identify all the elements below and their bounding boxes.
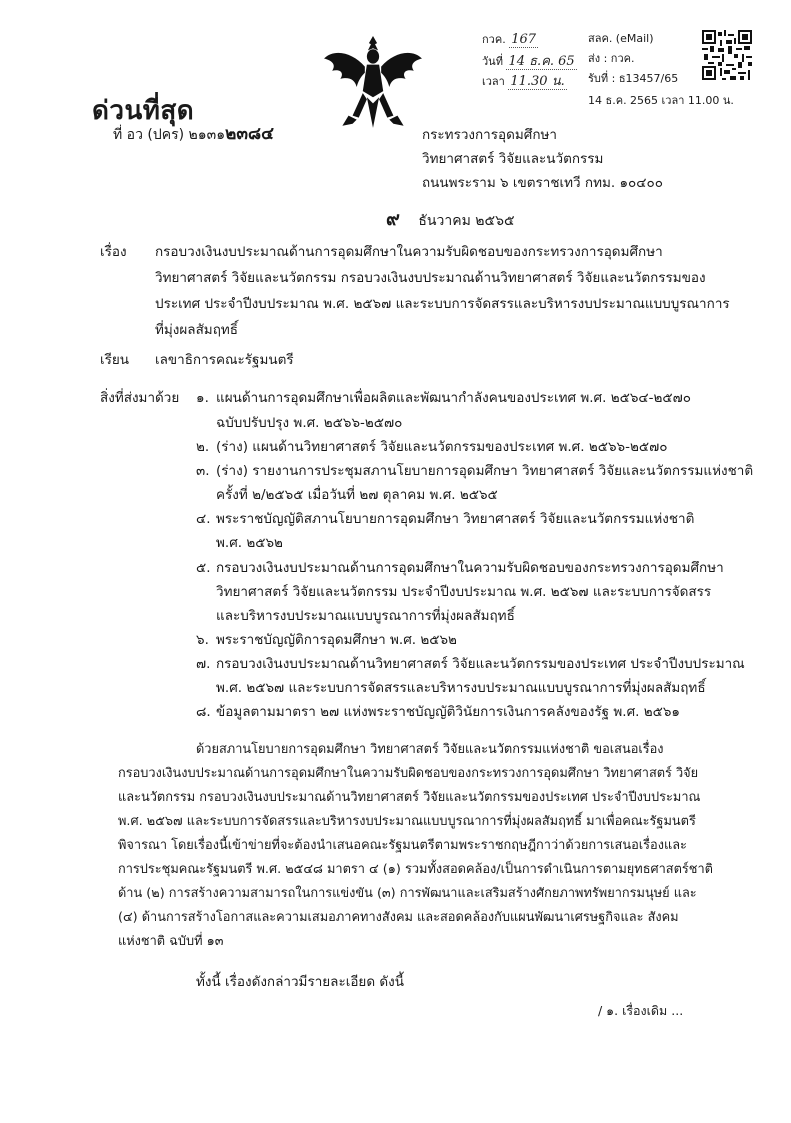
enclosure-line: ข้อมูลตามมาตรา ๒๗ แห่งพระราชบัญญัติวินัยการเงินการคลังของรัฐ พ.ศ. ๒๕๖๑ [216,704,680,720]
enclosure-line: (ร่าง) รายงานการประชุมสภานโยบายการอุดมศึกษา วิทยาศาสตร์ วิจัยและนวัตกรรมแห่งชาติ [216,463,754,479]
enclosure-line: และบริหารงบประมาณแบบบูรณาการที่มุ่งผลสัมฤทธิ์ [216,608,515,624]
enclosure-number: ๗. [196,656,211,672]
enclosure-number: ๖. [196,632,209,648]
date-day: ๙ [386,208,400,230]
qr-code-icon [702,30,752,80]
receipt-label: กวค. [482,33,506,46]
recipient-label: เรียน [100,352,130,368]
date-month-year: ธันวาคม ๒๕๖๕ [418,213,515,229]
enclosure-line: (ร่าง) แผนด้านวิทยาศาสตร์ วิจัยและนวัตกรรมของประเทศ พ.ศ. ๒๕๖๖-๒๕๗๐ [216,439,668,455]
enclosure-line: พ.ศ. ๒๕๖๒ [216,535,283,551]
enclosure-line: พ.ศ. ๒๕๖๗ และระบบการจัดสรรและบริหารงบประมาณแบบบูรณาการที่มุ่งผลสัมฤทธิ์ [216,680,706,696]
body-paragraph-line: พิจารณา โดยเรื่องนี้เข้าข่ายที่จะต้องนำเสนอคณะรัฐมนตรีตามพระราชกฤษฎีกาว่าด้วยการเสนอเรื่องและ [118,838,687,853]
receipt-value: 14 ธ.ค. 65 [508,54,575,69]
body-paragraph-line: การประชุมคณะรัฐมนตรี พ.ศ. ๒๕๔๘ มาตรา ๔ (๑) รวมทั้งสอดคล้อง/เป็นการดำเนินการตามยุทธศาสตร์ชาติ [118,862,713,877]
document-number-prefix: ที่ อว (ปคร) [113,127,189,143]
enclosure-line: พระราชบัญญัติสภานโยบายการอุดมศึกษา วิทยาศาสตร์ วิจัยและนวัตกรรมแห่งชาติ [216,511,695,527]
enclosure-number: ๕. [196,560,211,576]
registration-line: 14 ธ.ค. 2565 เวลา 11.00 น. [588,94,734,107]
registration-line: รับที่ : ธ13457/65 [588,72,679,85]
receipt-value: 167 [511,32,537,47]
body-paragraph-line: แห่งชาติ ฉบับที่ ๑๓ [118,934,224,949]
subject-line: ที่มุ่งผลสัมฤทธิ์ [155,322,239,338]
receipt-label: เวลา [482,75,505,88]
enclosure-line: ฉบับปรับปรุง พ.ศ. ๒๕๖๖-๒๕๗๐ [216,415,403,431]
body-paragraph-line: กรอบวงเงินงบประมาณด้านการอุดมศึกษาในความรับผิดชอบของกระทรวงการอุดมศึกษา วิทยาศาสตร์ วิจัย [118,766,699,781]
subject-label: เรื่อง [100,244,127,260]
document-number-handwritten: ๒๓๘๔ [225,124,274,144]
garuda-emblem-icon [322,34,424,136]
enclosures-label: สิ่งที่ส่งมาด้วย [100,390,180,406]
enclosure-line: ครั้งที่ ๒/๒๕๖๕ เมื่อวันที่ ๒๗ ตุลาคม พ.ศ. ๒๕๖๕ [216,487,498,503]
enclosure-line: วิทยาศาสตร์ วิจัยและนวัตกรรม ประจำปีงบประมาณ พ.ศ. ๒๕๖๗ และระบบการจัดสรร [216,584,712,600]
body-paragraph-line: ด้วยสภานโยบายการอุดมศึกษา วิทยาศาสตร์ วิจัยและนวัตกรรมแห่งชาติ ขอเสนอเรื่อง [196,742,664,757]
enclosure-line: กรอบวงเงินงบประมาณด้านการอุดมศึกษาในความรับผิดชอบของกระทรวงการอุดมศึกษา [216,560,724,576]
enclosure-line: พระราชบัญญัติการอุดมศึกษา พ.ศ. ๒๕๖๒ [216,632,457,648]
recipient-name: เลขาธิการคณะรัฐมนตรี [155,352,294,368]
enclosure-number: ๓. [196,463,210,479]
ministry-address-line: กระทรวงการอุดมศึกษา [422,127,557,143]
enclosure-line: แผนด้านการอุดมศึกษาเพื่อผลิตและพัฒนากำลังคนของประเทศ พ.ศ. ๒๕๖๔-๒๕๗๐ [216,390,691,406]
receipt-line-number [482,30,538,48]
registration-line: ส่ง : กวค. [588,52,635,65]
enclosure-number: ๑. [196,390,209,406]
enclosure-number: ๔. [196,511,211,527]
enclosure-line: กรอบวงเงินงบประมาณด้านวิทยาศาสตร์ วิจัยและนวัตกรรมของประเทศ ประจำปีงบประมาณ [216,656,745,672]
ministry-address-line: วิทยาศาสตร์ วิจัยและนวัตกรรม [422,151,604,167]
document-number-main: ๒๑๓๑ [188,127,226,143]
receipt-line-time [482,70,567,91]
subject-line: กรอบวงเงินงบประมาณด้านการอุดมศึกษาในความรับผิดชอบของกระทรวงการอุดมศึกษา [155,244,663,260]
ministry-address-line: ถนนพระราม ๖ เขตราชเทวี กทม. ๑๐๔๐๐ [422,175,663,191]
body-paragraph-line: พ.ศ. ๒๕๖๗ และระบบการจัดสรรและบริหารงบประมาณแบบบูรณาการที่มุ่งผลสัมฤทธิ์ มาเพื่อคณะรัฐมนตรี [118,814,696,829]
document-number [113,120,274,147]
receipt-line-date [482,50,577,71]
receipt-label: วันที่ [482,55,503,68]
subject-line: วิทยาศาสตร์ วิจัยและนวัตกรรม กรอบวงเงินงบประมาณด้านวิทยาศาสตร์ วิจัยและนวัตกรรมของ [155,270,706,286]
closing-sentence: ทั้งนี้ เรื่องดังกล่าวมีรายละเอียด ดังนี้ [196,974,404,990]
body-paragraph-line: ด้าน (๒) การสร้างความสามารถในการแข่งขัน (๓) การพัฒนาและเสริมสร้างศักยภาพทรัพยากรมนุษย์ และ [118,886,697,901]
urgency-stamp: ด่วนที่สุด [92,96,195,126]
subject-line: ประเทศ ประจำปีงบประมาณ พ.ศ. ๒๕๖๗ และระบบการจัดสรรและบริหารงบประมาณแบบบูรณาการ [155,296,730,312]
enclosure-number: ๒. [196,439,210,455]
registration-line: สลค. (eMail) [588,32,654,45]
receipt-value: 11.30 น. [510,74,565,89]
body-paragraph-line: และนวัตกรรม กรอบวงเงินงบประมาณด้านวิทยาศาสตร์ วิจัยและนวัตกรรมของประเทศ ประจำปีงบประมาณ [118,790,701,805]
page-continuation: / ๑. เรื่องเดิม ... [598,1003,684,1018]
enclosure-number: ๘. [196,704,211,720]
body-paragraph-line: (๔) ด้านการสร้างโอกาสและความเสมอภาคทางสังคม และสอดคล้องกับแผนพัฒนาเศรษฐกิจและ สังคม [118,910,679,925]
document-date [386,204,515,234]
